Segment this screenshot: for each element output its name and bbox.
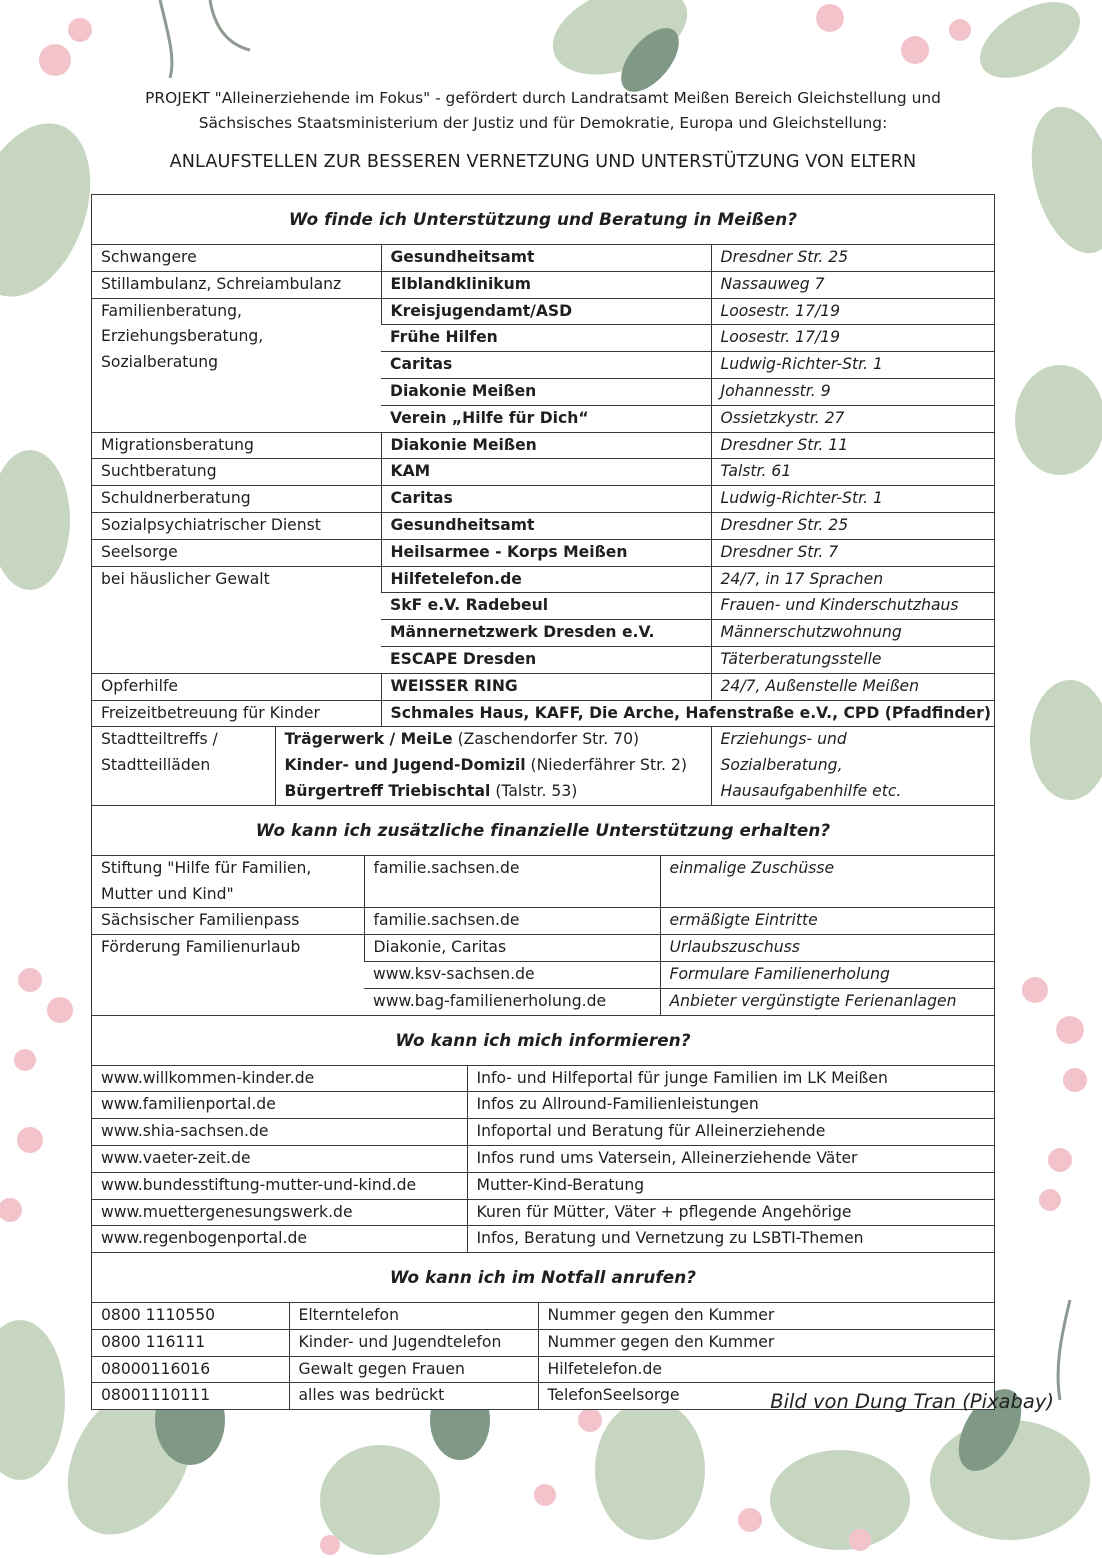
table-row [92,271,994,298]
table-row [92,1356,994,1383]
info-cell: Anbieter vergünstigte Ferienanlagen [660,988,994,1015]
phone-number-cell: 0800 1110550 [92,1303,289,1329]
stadtteil-entry-address: (Zaschendorfer Str. 70) [452,730,640,749]
stadtteil-entry-name: Kinder- und Jugend-Domizil [284,756,526,775]
topic-cell: Stillambulanz, Schreiambulanz [92,271,381,298]
page-title: ANLAUFSTELLEN ZUR BESSEREN VERNETZUNG UND UNTERSTÜTZUNG VON ELTERN [169,152,917,172]
topic-cell: Sozialpsychiatrischer Dienst [92,512,381,539]
stadtteil-entry-address: (Talstr. 53) [490,781,578,800]
provider-cell: KAM [381,459,711,486]
description-cell: TelefonSeelsorge [538,1383,994,1409]
address-cell: Frauen- und Kinderschutzhaus [711,593,994,620]
section-heading-support: Wo finde ich Unterstützung und Beratung in Meißen? [92,195,994,245]
provider-cell: Männernetzwerk Dresden e.V. [381,620,711,647]
support-table [92,245,994,727]
provider-cell: Heilsarmee - Korps Meißen [381,539,711,566]
topic-cell: Migrationsberatung [92,432,381,459]
stadtteil-entry-name: Bürgertreff Triebischtal [284,781,491,800]
phone-number-cell: 08001110111 [101,1386,211,1405]
source-cell: Diakonie, Caritas [364,935,660,962]
intro-line-1: PROJEKT "Alleinerziehende im Fokus" - gefördert durch Landratsamt Meißen Bereich Gleichstellung und [145,89,941,107]
address-cell: Dresdner Str. 7 [711,539,994,566]
hotline-name-cell: Gewalt gegen Frauen [289,1356,538,1383]
stadtteil-entry-name: Trägerwerk / MeiLe [284,730,453,749]
table-row [92,1145,994,1172]
stadtteil-topic-line-2: Stadtteilläden [101,756,211,775]
table-row [92,856,994,908]
section-heading-emergency: Wo kann ich im Notfall anrufen? [92,1253,994,1303]
address-cell: Talstr. 61 [711,459,994,486]
description-cell: Mutter-Kind-Beratung [467,1172,994,1199]
section-heading-information: Wo kann ich mich informieren? [92,1016,994,1066]
topic-cell: Sächsischer Familienpass [92,908,364,935]
information-table [92,1066,994,1254]
address-cell: Ludwig-Richter-Str. 1 [711,352,994,379]
address-cell: Johannesstr. 9 [711,378,994,405]
topic-cell: bei häuslicher Gewalt [92,566,381,673]
table-row [92,1066,994,1092]
provider-cell: Gesundheitsamt [381,512,711,539]
provider-cell: Verein „Hilfe für Dich“ [381,405,711,432]
contact-directory [91,194,995,1410]
topic-cell: Suchtberatung [92,459,381,486]
description-cell: Nummer gegen den Kummer [538,1329,994,1356]
address-cell: Dresdner Str. 25 [711,245,994,271]
section-heading-financial: Wo kann ich zusätzliche finanzielle Unterstützung erhalten? [92,806,994,856]
topic-cell: Schuldnerberatung [92,486,381,513]
topic-line: Sozialberatung [101,353,219,372]
stadtteil-info-line-3: Hausaufgabenhilfe etc. [720,781,902,800]
address-cell: Loosestr. 17/19 [711,298,994,325]
provider-cell: Schmales Haus, KAFF, Die Arche, Hafenstraße e.V., CPD (Pfadfinder) [381,700,994,727]
table-row [92,673,994,700]
description-cell: Kuren für Mütter, Väter + pflegende Angehörige [467,1199,994,1226]
stadtteil-entries-cell [275,727,711,805]
topic-line: Familienberatung, [101,301,242,320]
url-cell: www.bundesstiftung-mutter-und-kind.de [92,1172,467,1199]
provider-cell: SkF e.V. Radebeul [381,593,711,620]
description-cell: Hilfetelefon.de [538,1356,994,1383]
url-cell: www.vaeter-zeit.de [92,1145,467,1172]
description-cell: Infos zu Allround-Familienleistungen [467,1092,994,1119]
address-cell: Nassauweg 7 [711,271,994,298]
phone-number-cell: 0800 116111 [92,1329,289,1356]
address-cell: Täterberatungsstelle [711,646,994,673]
financial-table [92,856,994,1016]
intro-line-2: Sächsisches Staatsministerium der Justiz und für Demokratie, Europa und Gleichstellung: [198,114,888,132]
stiftung-topic-cell [92,856,364,908]
provider-cell: ESCAPE Dresden [381,646,711,673]
hotline-name-cell: Kinder- und Jugendtelefon [289,1329,538,1356]
topic-cell: Förderung Familienurlaub [92,935,364,1015]
phone-number-cell: 08000116016 [92,1356,289,1383]
provider-cell: Caritas [381,352,711,379]
stadtteil-table [92,727,994,805]
topic-cell: Schwangere [92,245,381,271]
source-cell: www.bag-familienerholung.de [364,988,660,1015]
address-cell: Dresdner Str. 25 [711,512,994,539]
table-row [92,1199,994,1226]
info-cell: ermäßigte Eintritte [660,908,994,935]
topic-cell [92,298,381,432]
info-cell: Urlaubszuschuss [660,935,994,962]
table-row [92,512,994,539]
address-cell: 24/7, Außenstelle Meißen [711,673,994,700]
table-row [92,908,994,935]
description-cell: Info- und Hilfeportal für junge Familien im LK Meißen [467,1066,994,1092]
provider-cell: Diakonie Meißen [381,432,711,459]
stiftung-info-cell: einmalige Zuschüsse [660,856,994,908]
image-credit: Bild von Dung Tran (Pixabay) [770,1390,1054,1413]
table-row [92,459,994,486]
stadtteil-entry [285,753,711,779]
provider-cell: Elblandklinikum [381,271,711,298]
url-cell: www.familienportal.de [92,1092,467,1119]
provider-cell: Diakonie Meißen [381,378,711,405]
provider-cell: Caritas [381,486,711,513]
table-row [92,1226,994,1253]
table-row [92,298,994,325]
project-intro [92,86,994,136]
table-row [92,1303,994,1329]
address-cell: Ossietzkystr. 27 [711,405,994,432]
address-cell: Loosestr. 17/19 [711,325,994,352]
stadtteil-info-line-2: Sozialberatung, [720,756,843,775]
url-cell: www.muettergenesungswerk.de [92,1199,467,1226]
table-row [92,432,994,459]
provider-cell: Hilfetelefon.de [381,566,711,593]
topic-cell: Freizeitbetreuung für Kinder [92,700,381,727]
table-row [92,539,994,566]
description-cell: Infos, Beratung und Vernetzung zu LSBTI-Themen [467,1226,994,1253]
url-cell: www.regenbogenportal.de [92,1226,467,1253]
stadtteil-entry [285,779,711,805]
stiftung-source-cell: familie.sachsen.de [364,856,660,908]
url-cell: www.shia-sachsen.de [92,1119,467,1146]
provider-cell: Gesundheitsamt [381,245,711,271]
hotline-name-cell: Elterntelefon [289,1303,538,1329]
address-cell: Dresdner Str. 11 [711,432,994,459]
stiftung-line-1: Stiftung "Hilfe für Familien, [101,858,312,877]
provider-cell: WEISSER RING [381,673,711,700]
address-cell: 24/7, in 17 Sprachen [711,566,994,593]
topic-cell: Seelsorge [92,539,381,566]
topic-line: Erziehungsberatung, [101,327,264,346]
stadtteil-entry [285,727,711,753]
table-row [92,566,994,593]
description-cell: Infoportal und Beratung für Alleinerziehende [467,1119,994,1146]
info-cell: Formulare Familienerholung [660,961,994,988]
source-cell: familie.sachsen.de [364,908,660,935]
stadtteil-info-cell [711,727,994,805]
address-cell: Männerschutzwohnung [711,620,994,647]
hotline-name-cell: alles was bedrückt [289,1383,538,1409]
stadtteil-entry-address: (Niederfährer Str. 2) [525,756,687,775]
description-cell: Nummer gegen den Kummer [538,1303,994,1329]
table-row [92,1329,994,1356]
stadtteil-topic-line-1: Stadtteiltreffs / [101,730,218,749]
table-row [92,1092,994,1119]
provider-cell: Frühe Hilfen [381,325,711,352]
table-row [92,1172,994,1199]
url-cell: www.willkommen-kinder.de [92,1066,467,1092]
table-row [92,700,994,727]
table-row [92,245,994,271]
topic-cell: Opferhilfe [92,673,381,700]
table-row [92,727,994,805]
description-cell: Infos rund ums Vatersein, Alleinerziehende Väter [467,1145,994,1172]
table-row [92,486,994,513]
provider-cell: Kreisjugendamt/ASD [381,298,711,325]
stiftung-line-2: Mutter und Kind" [101,884,234,903]
stadtteil-info-line-1: Erziehungs- und [720,730,847,749]
table-row [92,1119,994,1146]
address-cell: Ludwig-Richter-Str. 1 [711,486,994,513]
stadtteil-topic-cell [92,727,275,805]
source-cell: www.ksv-sachsen.de [364,961,660,988]
table-row [92,935,994,962]
